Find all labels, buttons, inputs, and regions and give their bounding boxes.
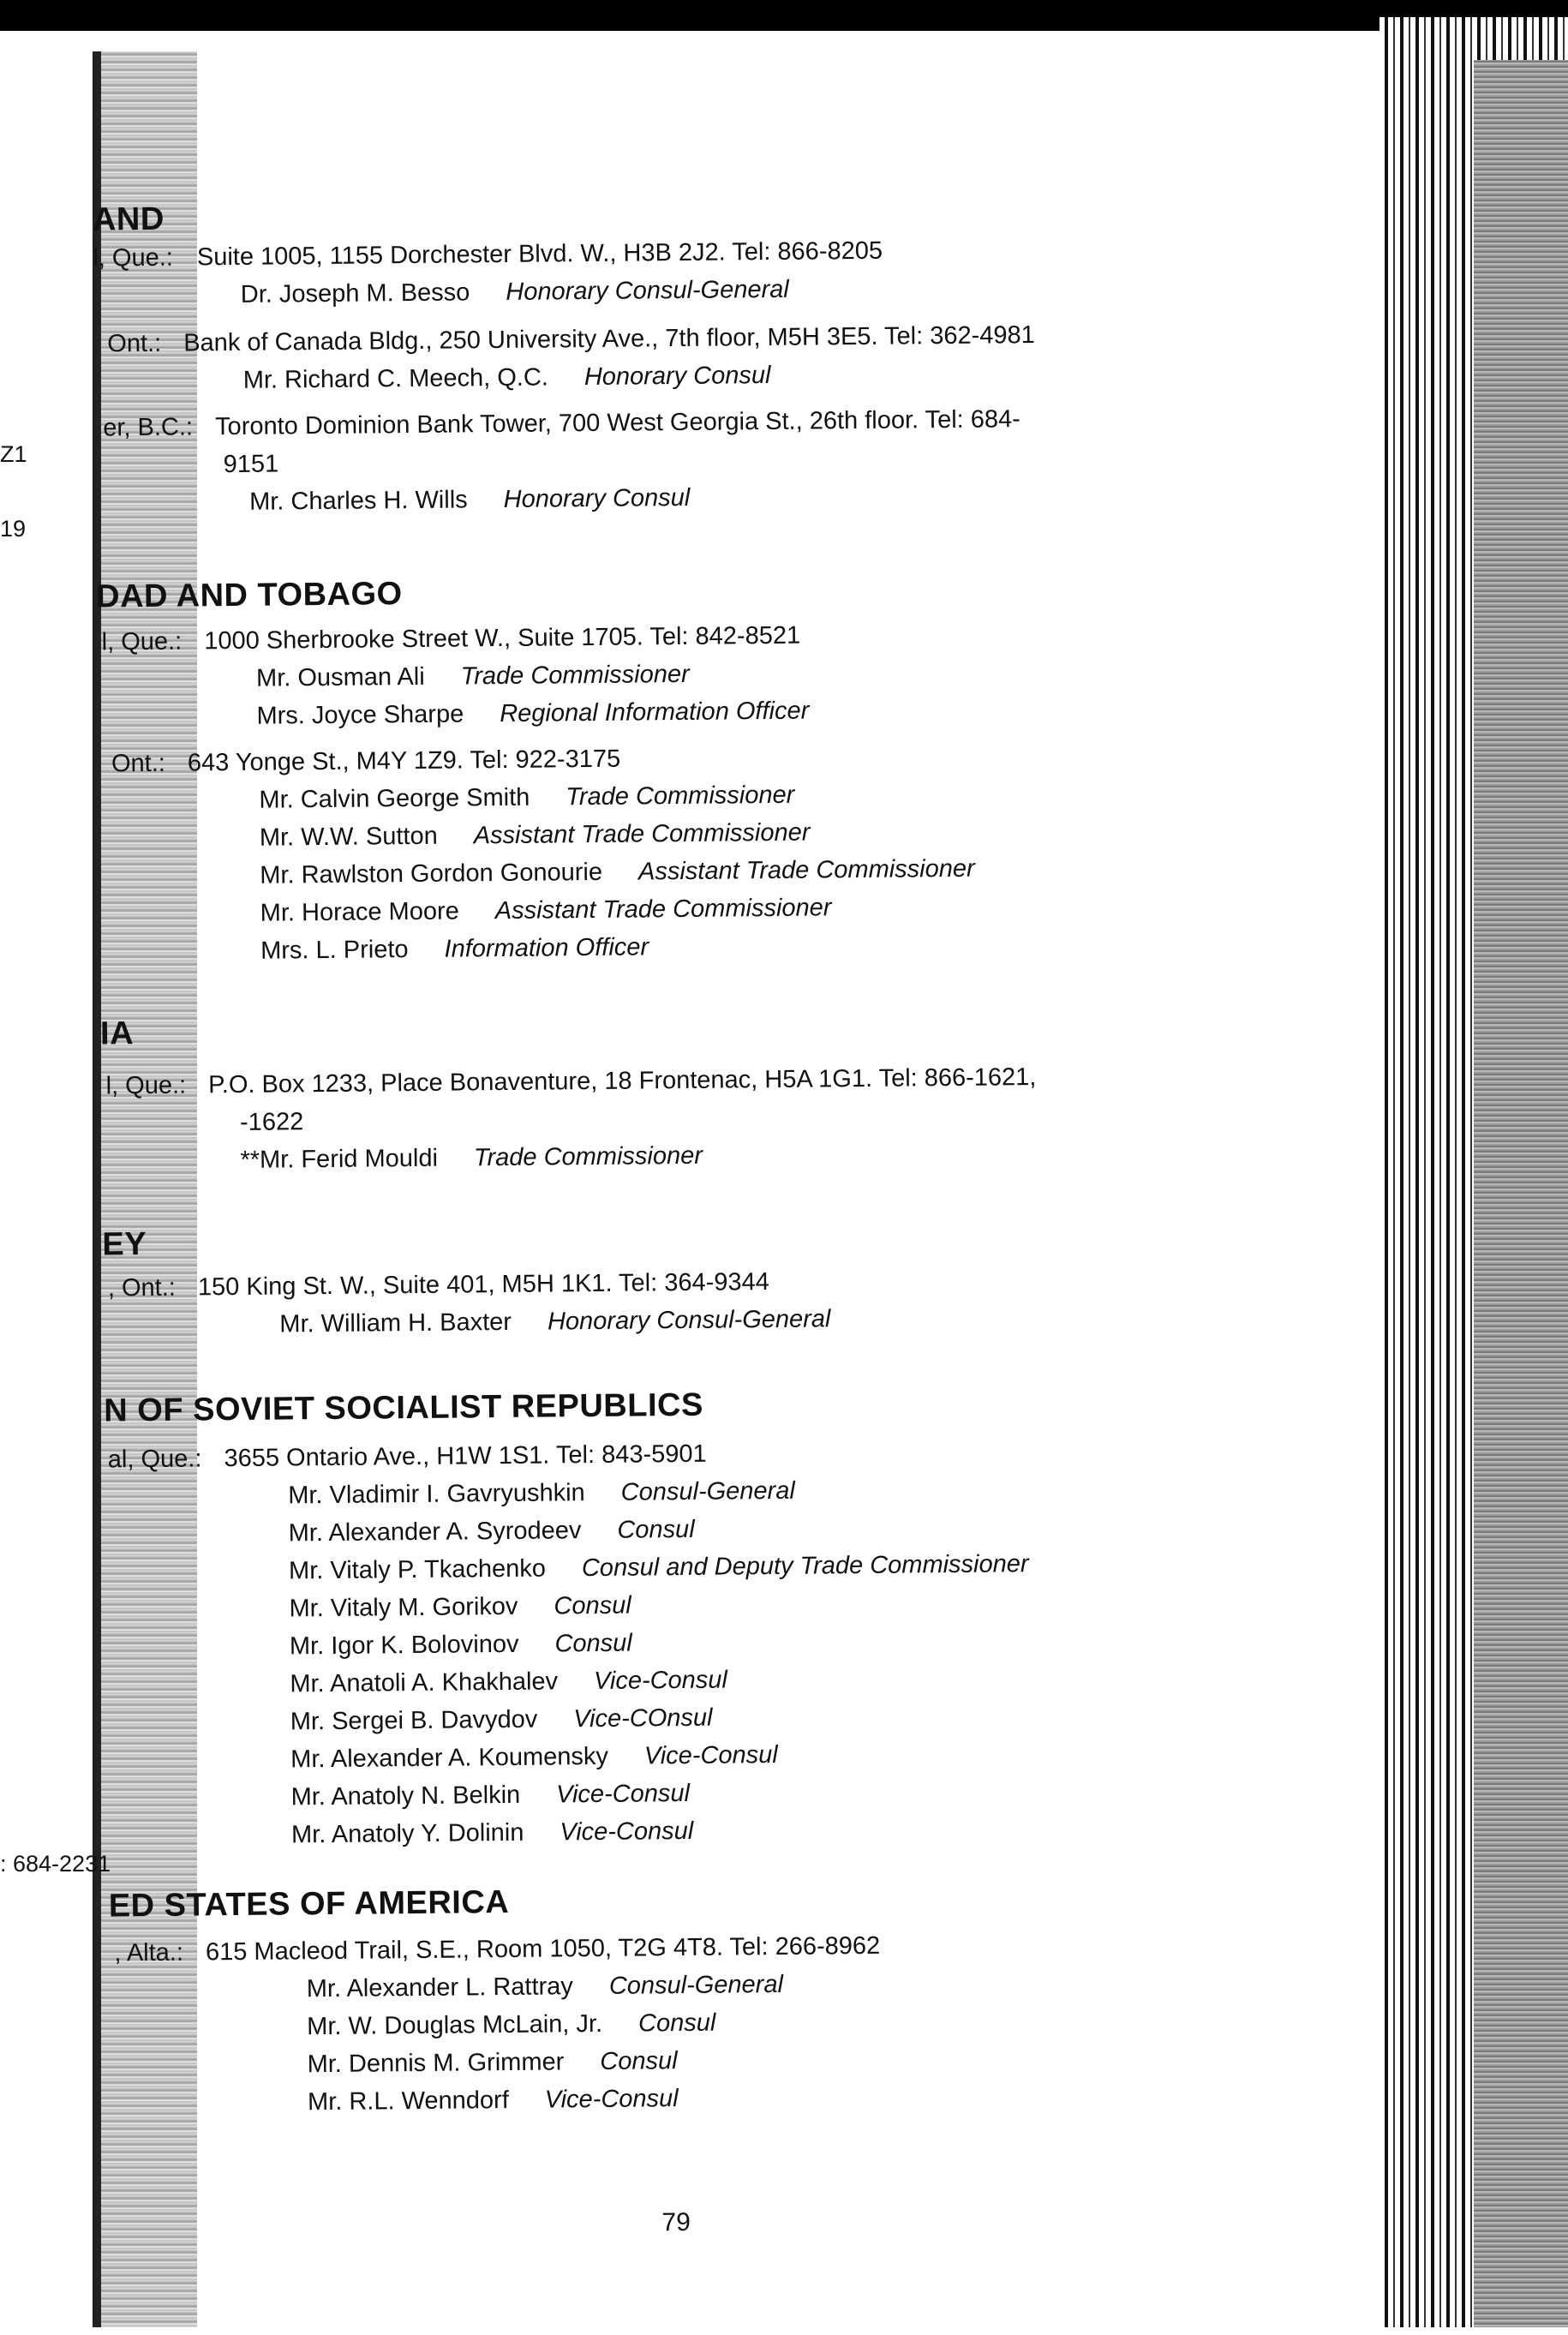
official-name: Mr. Charles H. Wills xyxy=(248,486,468,516)
official-title: Consul-General xyxy=(608,1970,784,2000)
official-name: Mrs. Joyce Sharpe xyxy=(256,700,464,730)
consulate-entry xyxy=(105,1058,1037,1180)
official-title: Honorary Consul xyxy=(503,483,691,513)
official-name: Dr. Joseph M. Besso xyxy=(240,278,470,308)
official-title: Consul xyxy=(617,1515,695,1544)
country-heading: ED STATES OF AMERICA xyxy=(108,1883,510,1925)
official-title: Consul xyxy=(554,1591,631,1620)
official xyxy=(106,1134,1037,1180)
official-title: Consul and Deputy Trade Commissioner xyxy=(581,1550,1029,1583)
official-title: Trade Commissioner xyxy=(460,660,690,691)
official-title: Vice-Consul xyxy=(560,1817,694,1847)
consulate-entry xyxy=(111,737,976,972)
official-name: Mr. Anatoly Y. Dolinin xyxy=(290,1818,524,1849)
consulate-entry xyxy=(108,1262,831,1344)
official-name: Mr. Alexander L. Rattray xyxy=(306,1973,574,2003)
official-title: Information Officer xyxy=(444,933,649,963)
official-name: Mr. Vladimir I. Gavryushkin xyxy=(288,1479,585,1510)
official-name: Mrs. L. Prieto xyxy=(260,936,409,965)
consulate-entry xyxy=(107,316,1035,400)
official-title: Vice-Consul xyxy=(643,1740,778,1770)
country-heading: EY xyxy=(102,1226,147,1263)
city-label: Ont.: xyxy=(111,749,166,778)
address: Toronto Dominion Bank Tower, 700 West Georgia St., 26th floor. Tel: 684- xyxy=(214,405,1021,441)
address: 643 Yonge St., M4Y 1Z9. Tel: 922-3175 xyxy=(187,745,621,777)
official xyxy=(116,2078,882,2123)
margin-fragment: : 684-2231 xyxy=(0,1851,111,1877)
consulate-entry xyxy=(114,1927,882,2123)
official-name: Mr. Ousman Ali xyxy=(255,662,425,692)
official-name: Mr. Rawlston Gordon Gonourie xyxy=(260,858,603,889)
official-title: Vice-COnsul xyxy=(573,1703,713,1733)
official-title: Vice-Consul xyxy=(556,1779,691,1809)
country-heading: N OF SOVIET SOCIALIST REPUBLICS xyxy=(104,1386,704,1429)
official xyxy=(102,692,809,737)
address-continuation: 9151 xyxy=(223,450,279,479)
official-name: Mr. R.L. Wenndorf xyxy=(307,2086,509,2116)
page-number: 79 xyxy=(661,2207,691,2237)
city-label: , Ont.: xyxy=(107,1273,177,1302)
consulate-entry xyxy=(93,232,883,315)
official xyxy=(108,354,1036,400)
address: Bank of Canada Bldg., 250 University Ave., 7th floor, M5H 3E5. Tel: 362-4981 xyxy=(183,321,1035,357)
official-name: Mr. Vitaly M. Gorikov xyxy=(289,1592,518,1623)
city-label: l, Que.: xyxy=(93,243,174,272)
margin-fragment: Z1 xyxy=(0,441,27,467)
official-title: Consul xyxy=(554,1629,632,1658)
official-title: Honorary Consul xyxy=(584,361,771,392)
city-label: al, Que.: xyxy=(107,1445,202,1474)
address: 150 King St. W., Suite 401, M5H 1K1. Tel: 364-9344 xyxy=(197,1268,769,1302)
official-name: Mr. Anatoly N. Belkin xyxy=(290,1781,521,1811)
city-label: er, B.C.: xyxy=(103,413,194,442)
official-title: Assistant Trade Commissioner xyxy=(473,818,811,850)
official-title: Trade Commissioner xyxy=(566,781,795,811)
official-name: Mr. Alexander A. Koumensky xyxy=(290,1742,609,1774)
official xyxy=(115,1965,881,2010)
country-heading: AND xyxy=(92,201,165,238)
official-name: **Mr. Ferid Mouldi xyxy=(240,1144,439,1174)
official-title: Vice-Consul xyxy=(544,2085,679,2114)
consulate-entry xyxy=(101,617,809,737)
official xyxy=(113,925,976,972)
consulate-entry xyxy=(103,400,1021,522)
address: P.O. Box 1233, Place Bonaventure, 18 Frontenac, H5A 1G1. Tel: 866-1621, xyxy=(208,1063,1037,1099)
official-name: Mr. Vitaly P. Tkachenko xyxy=(288,1554,547,1585)
official-name: Mr. Richard C. Meech, Q.C. xyxy=(242,363,549,394)
address-continuation: -1622 xyxy=(239,1108,304,1136)
official-title: Consul xyxy=(637,2009,716,2038)
official-title: Vice-Consul xyxy=(593,1666,728,1696)
city-label: Ont.: xyxy=(107,329,162,358)
official-name: Mr. William H. Baxter xyxy=(279,1308,512,1338)
official-title: Honorary Consul-General xyxy=(506,275,789,306)
official-name: Mr. Calvin George Smith xyxy=(259,783,530,814)
consulate-entry xyxy=(108,1432,1032,1855)
official-name: Mr. W.W. Sutton xyxy=(259,822,438,852)
official-name: Mr. Dennis M. Grimmer xyxy=(307,2048,565,2079)
official-title: Assistant Trade Commissioner xyxy=(637,854,975,886)
official xyxy=(111,1809,1032,1855)
city-label: l, Que.: xyxy=(101,627,183,656)
official-title: Assistant Trade Commissioner xyxy=(494,894,832,925)
official-name: Mr. Anatoli A. Khakhalev xyxy=(290,1667,559,1698)
official-title: Consul-General xyxy=(620,1476,795,1506)
official xyxy=(93,270,883,315)
country-heading: IA xyxy=(99,1015,135,1052)
official-title: Regional Information Officer xyxy=(500,697,810,728)
official xyxy=(102,655,809,699)
address: 615 Macleod Trail, S.E., Room 1050, T2G 4T8. Tel: 266-8962 xyxy=(205,1931,881,1967)
official-title: Honorary Consul-General xyxy=(547,1305,831,1336)
address: 3655 Ontario Ave., H1W 1S1. Tel: 843-5901 xyxy=(224,1440,707,1473)
city-label: l, Que.: xyxy=(105,1071,187,1100)
address: Suite 1005, 1155 Dorchester Blvd. W., H3B 2J2. Tel: 866-8205 xyxy=(196,236,883,272)
official-title: Trade Commissioner xyxy=(473,1141,703,1172)
official-name: Mr. W. Douglas McLain, Jr. xyxy=(307,2009,603,2041)
official-name: Mr. Alexander A. Syrodeev xyxy=(288,1517,582,1548)
official-title: Consul xyxy=(600,2047,678,2075)
official xyxy=(108,1300,831,1344)
city-label: , Alta.: xyxy=(114,1938,184,1967)
address: 1000 Sherbrooke Street W., Suite 1705. Tel: 842-8521 xyxy=(204,621,801,656)
official-name: Mr. Horace Moore xyxy=(260,897,459,927)
margin-fragment: 19 xyxy=(0,516,27,542)
official-name: Mr. Igor K. Bolovinov xyxy=(289,1630,519,1661)
country-heading: DAD AND TOBAGO xyxy=(95,576,403,615)
official-name: Mr. Sergei B. Davydov xyxy=(290,1705,538,1736)
